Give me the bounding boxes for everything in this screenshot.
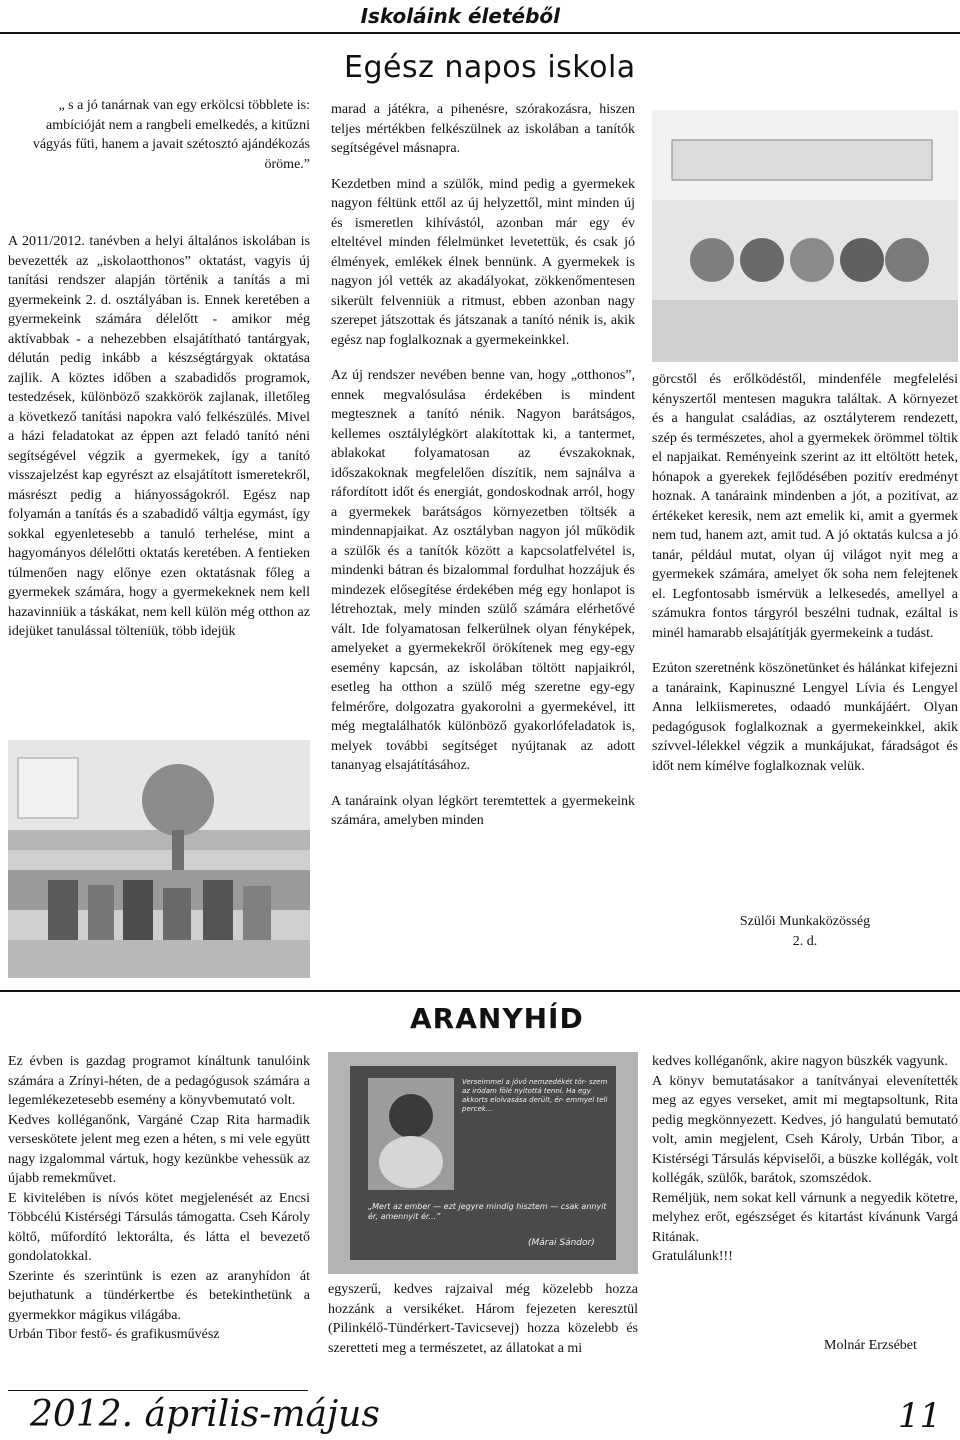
sign-quote-top: Verseimmel a jövő nemzedékét tör- szem az iródam fölé nyitottá tenni. Ha egy akkorts elolvasása derült, ér- emmyel teli percek... xyxy=(462,1078,608,1113)
opening-quote: „ s a jó tanárnak van egy erkölcsi többlete is: ambícióját nem a rangbeli emelkedés, a kitűzni vágyás fűti, hanem a javait szétosztó ajándékozás öröme.” xyxy=(32,98,310,172)
article2-column-3 xyxy=(652,1052,958,1267)
aranyhid-title: ARANYHÍD xyxy=(410,1002,584,1035)
classroom-photo xyxy=(8,740,310,978)
article1-col3-p1: görcstől és erőlködéstől, mindenféle megfelelési kényszertől mentesen magukra találtak. A környezet és a hangulat családias, az osztályterem rendezett, szép és természetes, ahol a gyermekek örömmel töltik el napjaikat. Reményeink szerint az itt eltöltött hetek, hónapok a gyerekek fejlődésében pozitív eredményt hoznak. A tanáraink mindenben a jót, a pozitívat, az értékeket keresik, nem azt emelik ki, amit a gyermek nem tud, hanem azt, amit tud. A jó oktatás kulcsa a jó tanár, például mutat, olyan új világot nyit meg a gyermekek számára, amelyet ők soha nem felejtenek el. Legfontosabb ismérvük a lelkesedés, amellyel a számukra fontos tárgyról beszélni tudnak, ezáltal is minél hamarabb elsajátítják gyermekeink a tudást. xyxy=(652,372,958,641)
classroom-image xyxy=(8,740,310,978)
article1-col3-p2: Ezúton szeretnénk köszönetünket és hálánkat kifejezni a tanáraink, Kapinuszné Lengyel Lívia és Lengyel Anna lelkiismeretes, odaadó munkájáért. Olyan pedagógusok foglalkoznak a gyermekeinkkel, akik szívvel-lélekkel végzik a munkájukat, fáradságot és időt nem kímélve foglalkoznak velük. xyxy=(652,661,958,774)
article2-col1-p5: Urbán Tibor festő- és grafikusművész xyxy=(8,1327,220,1342)
article1-col2-p2: Kezdetben mind a szülők, mind pedig a gyermekek nagyon féltünk ettől az új helyzettől, mint minden új és ismeretlen kihívástól, azonban már egy év elteltével minden félelmünket levetettük, és csak jó élmények, emlékek élnek bennünk. A gyermekek is nagyon jól vették az akadályokat, zökkenőmentesen sikerült felvenniük a ritmust, ebben azonban nagy szerepet játszottak és játszanak a tanító nénik is, akik egész nap foglalkoznak a gyermekeinkkel. xyxy=(331,176,635,348)
article2-signature: Molnár Erzsébet xyxy=(824,1338,917,1353)
article2-column-2 xyxy=(328,1280,638,1358)
article2-col3-p2: A könyv bemutatásakor a tanítványai elevenítették meg az egyes verseket, amit mi megtapsoltunk, Rita pedig megkönnyezett. Kedves, jó hangulatú bemutató volt, amin megjelent, Cseh Károly, Urbán Tibor, a Kistérségi Társulás képviselői, a büszke kollégák, volt kollégák, szülők, barátok, szomszédok. xyxy=(652,1073,958,1186)
article-title: Egész napos iskola xyxy=(344,50,636,85)
article2-col2-text: egyszerű, kedves rajzaival még közelebb hozza hozzánk a versikéket. Három fejezeten keresztül (Pilinkélő-Tündérkert-Tavicsevej) hozza közelebb és szeretteti meg a természetet, az állatokat a mi xyxy=(328,1282,638,1356)
section-header: Iskoláink életéből xyxy=(360,4,560,28)
article1-col2-p4: A tanáraink olyan légkört teremtettek a gyermekeink számára, amelyben minden xyxy=(331,793,635,828)
article2-col1-p3: E kivitelében is nívós kötet megjelenését az Encsi Többcélú Kistérségi Társulás támogatta. Cseh Károly költő, műfordító lektorálta, és látta el bevezető gondolatokkal. xyxy=(8,1190,310,1264)
article2-col1-p2: Kedves kolléganőnk, Vargáné Czap Rita harmadik verseskötete jelent meg ezen a héten, s mi vele együtt nagy izgalommal vártuk, hogy kezünkbe vehessük az újabb remekművet. xyxy=(8,1112,310,1186)
article2-col1-p4: Szerinte és szerintünk is ezen az aranyhídon át bejuthatunk a tündérkertbe és betekinthetünk a gyermekkor mágikus világába. xyxy=(8,1268,310,1323)
article2-col3-p1: kedves kolléganőnk, akire nagyon büszkék vagyunk. xyxy=(652,1054,948,1069)
article1-col2-p1: marad a játékra, a pihenésre, szórakozásra, hiszen teljes mértékben felkészülnek az iskolában a tanítók segítségével másnapra. xyxy=(331,102,635,156)
footer-date: 2012. április-május xyxy=(30,1394,380,1435)
article2-col1-p1: Ez évben is gazdag programot kínáltunk tanulóink számára a Zrínyi-héten, de a pedagógusok számára a legemlékezetesebb esemény a könyvbemutató volt. xyxy=(8,1054,310,1108)
sign-quote-author: (Márai Sándor) xyxy=(528,1238,595,1248)
article2-col3-p3: Reméljük, nem sokat kell várnunk a negyedik kötetre, melyhez erőt, egészséget és kitartást kívánunk Vargá Ritának. xyxy=(652,1190,958,1245)
signature-line-2: 2. d. xyxy=(792,933,818,949)
article-divider xyxy=(0,990,960,992)
alphabet-wall-image xyxy=(652,110,958,362)
sign-quote-bottom: „Mert az ember — ezt jegyre mindíg hisztem — csak annyit ér, amennyit ér...” xyxy=(368,1202,607,1221)
footer-rule xyxy=(8,1390,308,1391)
signature-line-1: Szülői Munkaközösség xyxy=(739,914,871,929)
article1-column-2 xyxy=(331,100,635,831)
article1-signature xyxy=(652,912,958,951)
article2-col3-p4: Gratulálunk!!! xyxy=(652,1249,733,1264)
header-rule xyxy=(0,32,960,34)
article1-column-3 xyxy=(652,370,958,776)
article1-col2-p3: Az új rendszer nevében benne van, hogy „otthonos”, ennek megvalósulása érdekében is mindent megtesznek a tanító nénik. Nagyon barátságos, kellemes osztálylégkört alakítottak ki, a tantermet, ablakokat folyamatosan az évszakoknak, időszakoknak megfelelően díszítik, nem sajnálva a ráfordított időt és energiát, gondoskodnak arról, hogy a gyermekek barátságos környezetben töltsék a mindennapjaikat. Az osztályban nagyon jól működik a szülők és a tanítók között a kapcsolatfelvétel is, mindenki bátran és bizalommal fordulhat hozzájuk és mindezek elősegítése érdekében még egy honlapot is létrehoztak, mely minden szülő számára elérhetővé vált. Ide folyamatosan felkerülnek olyan fényképek, amelyeket a gyermekekről örökítenek meg egy-egy esemény kapcsán, az iskolában töltött napjaikról, esetleg ha otthon a szülő még szeretne egy-egy felmérőre, dolgozatra gyakorolni a gyermekével, itt még megtalálhatók különböző gyakorlófeladatok is, melyek további segítséget nyújtanak az adott tananyag elsajátításához. xyxy=(331,368,635,773)
page-number: 11 xyxy=(898,1396,942,1436)
article2-column-1 xyxy=(8,1052,310,1345)
article1-column-1 xyxy=(8,232,310,642)
poet-sign-photo xyxy=(328,1052,638,1274)
article1-col1-text: A 2011/2012. tanévben a helyi általános iskolában is bevezették az „iskolaotthonos” oktatást, vagyis új tanítási rendszer alapján történik a tanítás a mi gyermekeink 2. d. osztályában is. Ennek keretében a gyermekeink számára délelőtt - amikor még aktívabbak - a nehezebben elsajátítható tantárgyak, délután pedig inkább a készségtárgyak oktatása zajlik. A köztes időben a szabadidős programok, testedzések, különböző szakkörök zajlanak, illetőleg a következő tanítási napokra való felkészülés. Mivel a házi feladatokat az éppen azt feladó tanító néni segítségével végzik a gyermekek, így a tanító visszajelzést kap egyrészt az elsajátított ismeretekről, másrészt pedig a hiányosságokról. Egész nap folyamán a tanítás és a szabadidő váltja egymást, így sokkal egyenletesebb a tanuló terhelése, mint a hagyományos délelőtti oktatás keretében. A fentieken túlmenően nagy előnye ezen oktatásnak főleg a gyermekek számára, hogy a gyermekeknek nem kell hazavinniük a táskákat, nem kell külön még otthon az idejüket tanulással tölteniük, több idejük xyxy=(8,234,310,639)
alphabet-wall-photo xyxy=(652,110,958,362)
